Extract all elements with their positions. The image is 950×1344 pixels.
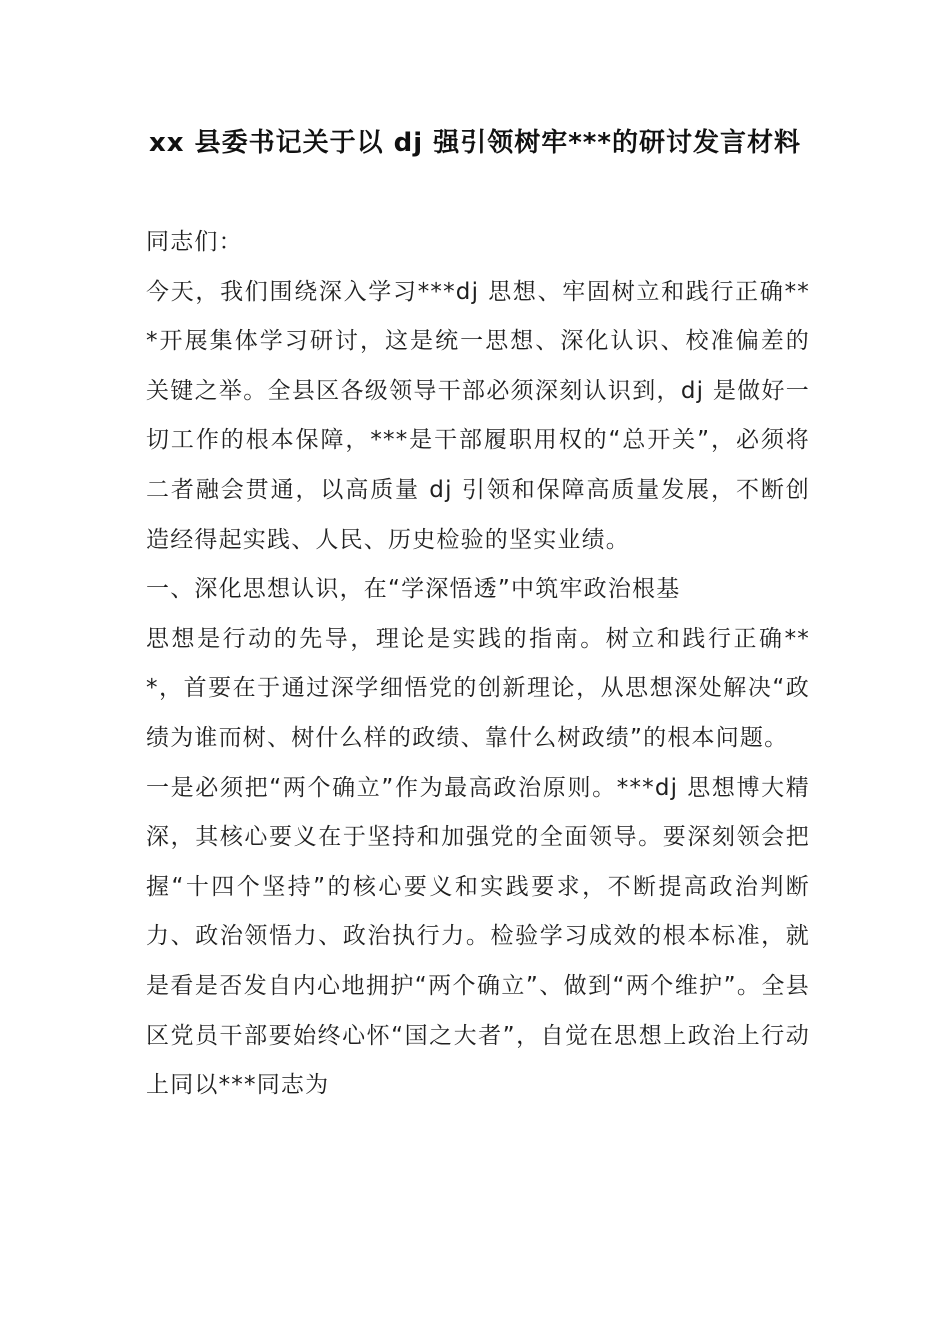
paragraph-intro: 今天，我们围绕深入学习***dj 思想、牢固树立和践行正确***开展集体学习研讨，这是统一思想、深化认识、校准偏差的关键之举。全县区各级领导干部必须深刻认识到，dj 是做好一切工作的根本保障，***是干部履职用权的“总开关”，必须将二者融会贯通，以高质量 dj 引领和保障高质量发展，不断创造经得起实践、人民、历史检验的坚实业绩。 [146, 278, 810, 553]
paragraph-point-1: 一是必须把“两个确立”作为最高政治原则。***dj 思想博大精深，其核心要义在于坚持和加强党的全面领导。要深刻领会把握“十四个坚持”的核心要义和实践要求，不断提高政治判断力、政治领悟力、政治执行力。检验学习成效的根本标准，就是看是否发自内心地拥护“两个确立”、做到“两个维护”。全县区党员干部要始终心怀“国之大者”，自觉在思想上政治上行动上同以***同志为 [146, 774, 810, 1099]
section-heading-1: 一、深化思想认识，在“学深悟透”中筑牢政治根基 [146, 576, 681, 603]
paragraph-section-1: 思想是行动的先导，理论是实践的指南。树立和践行正确***，首要在于通过深学细悟党的创新理论，从思想深处解决“政绩为谁而树、树什么样的政绩、靠什么树政绩”的根本问题。 [146, 625, 810, 751]
document-body [146, 218, 810, 1111]
document-title: xx 县委书记关于以 dj 强引领树牢***的研讨发言材料 [148, 128, 801, 158]
salutation: 同志们： [146, 229, 243, 255]
